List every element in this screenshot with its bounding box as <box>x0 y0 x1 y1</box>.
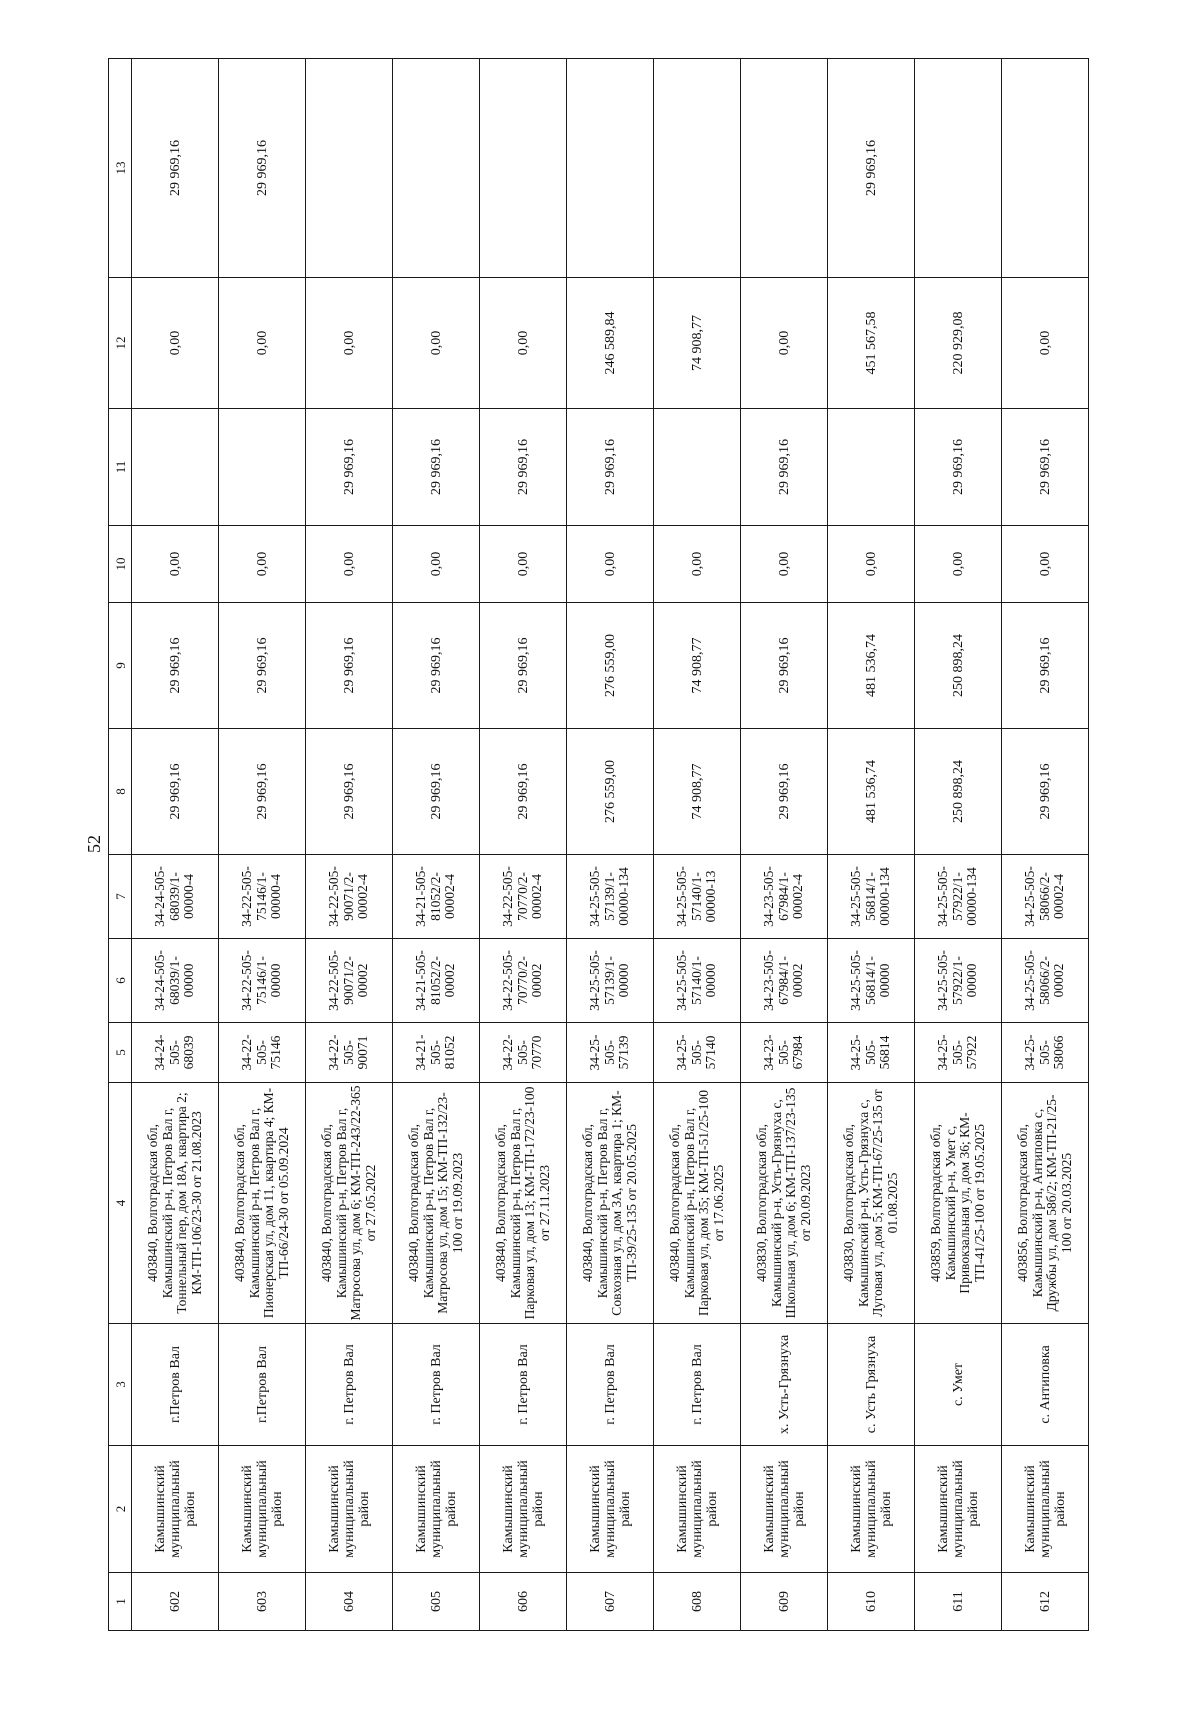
amount-col-11-cell: 29 969,16 <box>306 409 393 526</box>
settlement-cell: г. Петров Вал <box>306 1324 393 1446</box>
amount-col-11-cell <box>654 409 741 526</box>
address-and-contract-cell: 403840, Волгоградская обл, Камышинский р-н, Петров Вал г, Матросова ул, дом 15; КМ-ТП-132/23-100 от 19.09.2023 <box>393 1083 480 1324</box>
amount-col-13-cell <box>393 59 480 278</box>
cadastral-code-cell: 34-25-505-58066 <box>1002 1023 1089 1083</box>
district-cell: Камышинский муниципальный район <box>567 1446 654 1573</box>
amount-col-12-cell: 246 589,84 <box>567 278 654 409</box>
district-cell: Камышинский муниципальный район <box>132 1446 219 1573</box>
table-row <box>132 59 219 1631</box>
amount-col-8-cell: 29 969,16 <box>393 729 480 855</box>
account-code-cell: 34-24-505-68039/1-00000-4 <box>132 855 219 939</box>
row-number-cell: 603 <box>219 1573 306 1631</box>
amount-col-12-cell: 0,00 <box>393 278 480 409</box>
row-number-cell: 604 <box>306 1573 393 1631</box>
row-number-cell: 609 <box>741 1573 828 1631</box>
cadastral-code-cell: 34-25-505-56814 <box>828 1023 915 1083</box>
cadastral-code-cell: 34-25-505-57140 <box>654 1023 741 1083</box>
amount-col-13-cell <box>741 59 828 278</box>
table-row <box>1002 59 1089 1631</box>
district-cell: Камышинский муниципальный район <box>1002 1446 1089 1573</box>
amount-col-8-cell: 74 908,77 <box>654 729 741 855</box>
amount-col-11-cell <box>132 409 219 526</box>
amount-col-11-cell <box>219 409 306 526</box>
cadastral-code-cell: 34-22-505-70770 <box>480 1023 567 1083</box>
address-and-contract-cell: 403859, Волгоградская обл, Камышинский р-н, Умет с, Привокзальная ул, дом 36; КМ-ТП-41/25-100 от 19.05.2025 <box>915 1083 1002 1324</box>
object-code-cell: 34-23-505-67984/1-00002 <box>741 939 828 1023</box>
address-and-contract-cell: 403840, Волгоградская обл, Камышинский р-н, Петров Вал г, Тоннельный пер, дом 18А, квартира 2; КМ-ТП-106/23-30 от 21.08.2023 <box>132 1083 219 1324</box>
column-header: 5 <box>109 1023 132 1083</box>
amount-col-9-cell: 29 969,16 <box>393 603 480 729</box>
amount-col-13-cell <box>567 59 654 278</box>
table-row <box>828 59 915 1631</box>
table-row <box>219 59 306 1631</box>
column-header: 11 <box>109 409 132 526</box>
address-and-contract-cell: 403840, Волгоградская обл, Камышинский р-н, Петров Вал г, Совхозная ул, дом 3А, квартира 1; КМ-ТП-39/25-135 от 20.05.2025 <box>567 1083 654 1324</box>
object-code-cell: 34-25-505-56814/1-00000 <box>828 939 915 1023</box>
amount-col-11-cell: 29 969,16 <box>567 409 654 526</box>
settlement-cell: г. Петров Вал <box>654 1324 741 1446</box>
amount-col-13-cell <box>306 59 393 278</box>
object-code-cell: 34-22-505-75146/1-00000 <box>219 939 306 1023</box>
table-row <box>480 59 567 1631</box>
row-number-cell: 610 <box>828 1573 915 1631</box>
amount-col-8-cell: 29 969,16 <box>480 729 567 855</box>
amount-col-10-cell: 0,00 <box>393 526 480 603</box>
amount-col-9-cell: 29 969,16 <box>306 603 393 729</box>
row-number-cell: 612 <box>1002 1573 1089 1631</box>
amount-col-13-cell: 29 969,16 <box>219 59 306 278</box>
amount-col-12-cell: 0,00 <box>306 278 393 409</box>
amount-col-11-cell: 29 969,16 <box>915 409 1002 526</box>
amount-col-9-cell: 29 969,16 <box>132 603 219 729</box>
object-code-cell: 34-25-505-57922/1-00000 <box>915 939 1002 1023</box>
column-header: 1 <box>109 1573 132 1631</box>
row-number-cell: 605 <box>393 1573 480 1631</box>
table-row <box>567 59 654 1631</box>
cadastral-code-cell: 34-25-505-57139 <box>567 1023 654 1083</box>
amount-col-12-cell: 0,00 <box>480 278 567 409</box>
table-row <box>306 59 393 1631</box>
district-cell: Камышинский муниципальный район <box>306 1446 393 1573</box>
settlement-cell: г. Петров Вал <box>480 1324 567 1446</box>
account-code-cell: 34-21-505-81052/2-00002-4 <box>393 855 480 939</box>
column-header: 2 <box>109 1446 132 1573</box>
row-number-cell: 607 <box>567 1573 654 1631</box>
district-cell: Камышинский муниципальный район <box>828 1446 915 1573</box>
account-code-cell: 34-25-505-57139/1-00000-134 <box>567 855 654 939</box>
row-number-cell: 611 <box>915 1573 1002 1631</box>
row-number-cell: 602 <box>132 1573 219 1631</box>
settlement-cell: с. Умет <box>915 1324 1002 1446</box>
row-number-cell: 606 <box>480 1573 567 1631</box>
object-code-cell: 34-22-505-70770/2-00002 <box>480 939 567 1023</box>
amount-col-9-cell: 29 969,16 <box>741 603 828 729</box>
cadastral-code-cell: 34-22-505-75146 <box>219 1023 306 1083</box>
amount-col-12-cell: 74 908,77 <box>654 278 741 409</box>
amount-col-13-cell <box>654 59 741 278</box>
amount-col-13-cell <box>480 59 567 278</box>
amount-col-12-cell: 220 929,08 <box>915 278 1002 409</box>
page-number: 52 <box>84 835 104 853</box>
amount-col-10-cell: 0,00 <box>828 526 915 603</box>
column-number-row <box>109 59 132 1631</box>
object-code-cell: 34-21-505-81052/2-00002 <box>393 939 480 1023</box>
column-header: 4 <box>109 1083 132 1324</box>
address-and-contract-cell: 403840, Волгоградская обл, Камышинский р-н, Петров Вал г, Пионерская ул, дом 11, квартира 4; КМ-ТП-66/24-30 от 05.09.2024 <box>219 1083 306 1324</box>
account-code-cell: 34-22-505-70770/2-00002-4 <box>480 855 567 939</box>
address-and-contract-cell: 403840, Волгоградская обл, Камышинский р-н, Петров Вал г, Матросова ул, дом 6; КМ-ТП-243/22-365 от 27.05.2022 <box>306 1083 393 1324</box>
amount-col-11-cell: 29 969,16 <box>741 409 828 526</box>
column-header: 7 <box>109 855 132 939</box>
amount-col-12-cell: 0,00 <box>1002 278 1089 409</box>
amount-col-10-cell: 0,00 <box>306 526 393 603</box>
settlement-cell: г.Петров Вал <box>132 1324 219 1446</box>
account-code-cell: 34-25-505-57922/1-00000-134 <box>915 855 1002 939</box>
amount-col-10-cell: 0,00 <box>654 526 741 603</box>
district-cell: Камышинский муниципальный район <box>480 1446 567 1573</box>
cadastral-code-cell: 34-24-505-68039 <box>132 1023 219 1083</box>
amount-col-8-cell: 29 969,16 <box>1002 729 1089 855</box>
settlement-cell: х. Усть-Грязнуха <box>741 1324 828 1446</box>
district-cell: Камышинский муниципальный район <box>741 1446 828 1573</box>
cadastral-code-cell: 34-22-505-90071 <box>306 1023 393 1083</box>
column-header: 9 <box>109 603 132 729</box>
amount-col-11-cell: 29 969,16 <box>1002 409 1089 526</box>
amount-col-10-cell: 0,00 <box>480 526 567 603</box>
amount-col-11-cell <box>828 409 915 526</box>
amount-col-10-cell: 0,00 <box>915 526 1002 603</box>
column-header: 10 <box>109 526 132 603</box>
account-code-cell: 34-22-505-90071/2-00002-4 <box>306 855 393 939</box>
account-code-cell: 34-25-505-58066/2-00002-4 <box>1002 855 1089 939</box>
table-row <box>393 59 480 1631</box>
amount-col-10-cell: 0,00 <box>741 526 828 603</box>
amount-col-8-cell: 29 969,16 <box>219 729 306 855</box>
amount-col-8-cell: 29 969,16 <box>132 729 219 855</box>
amount-col-11-cell: 29 969,16 <box>393 409 480 526</box>
address-and-contract-cell: 403856, Волгоградская обл, Камышинский р-н, Антиповка с, Дружбы ул, дом 58б/2; КМ-ТП-21/25-100 от 20.03.2025 <box>1002 1083 1089 1324</box>
table-row <box>654 59 741 1631</box>
address-and-contract-cell: 403830, Волгоградская обл, Камышинский р-н, Усть-Грязнуха с, Школьная ул, дом 6; КМ-ТП-137/23-135 от 20.09.2023 <box>741 1083 828 1324</box>
column-header: 8 <box>109 729 132 855</box>
amount-col-8-cell: 481 536,74 <box>828 729 915 855</box>
amount-col-9-cell: 29 969,16 <box>480 603 567 729</box>
amount-col-13-cell <box>1002 59 1089 278</box>
amount-col-12-cell: 0,00 <box>219 278 306 409</box>
amount-col-13-cell: 29 969,16 <box>828 59 915 278</box>
data-table <box>108 58 1089 1631</box>
settlement-cell: с. Усть Грязнуха <box>828 1324 915 1446</box>
settlement-cell: с. Антиповка <box>1002 1324 1089 1446</box>
amount-col-10-cell: 0,00 <box>219 526 306 603</box>
object-code-cell: 34-25-505-57139/1-00000 <box>567 939 654 1023</box>
column-header: 3 <box>109 1324 132 1446</box>
address-and-contract-cell: 403830, Волгоградская обл, Камышинский р-н, Усть-Грязнуха с, Луговая ул, дом 5; КМ-ТП-67/25-135 от 01.08.2025 <box>828 1083 915 1324</box>
account-code-cell: 34-22-505-75146/1-00000-4 <box>219 855 306 939</box>
amount-col-9-cell: 276 559,00 <box>567 603 654 729</box>
amount-col-13-cell <box>915 59 1002 278</box>
table-row <box>915 59 1002 1631</box>
district-cell: Камышинский муниципальный район <box>915 1446 1002 1573</box>
row-number-cell: 608 <box>654 1573 741 1631</box>
amount-col-11-cell: 29 969,16 <box>480 409 567 526</box>
table-row <box>741 59 828 1631</box>
settlement-cell: г.Петров Вал <box>219 1324 306 1446</box>
amount-col-12-cell: 451 567,58 <box>828 278 915 409</box>
amount-col-9-cell: 74 908,77 <box>654 603 741 729</box>
amount-col-8-cell: 276 559,00 <box>567 729 654 855</box>
district-cell: Камышинский муниципальный район <box>393 1446 480 1573</box>
amount-col-8-cell: 29 969,16 <box>306 729 393 855</box>
cadastral-code-cell: 34-23-505-67984 <box>741 1023 828 1083</box>
amount-col-12-cell: 0,00 <box>132 278 219 409</box>
amount-col-10-cell: 0,00 <box>1002 526 1089 603</box>
amount-col-8-cell: 29 969,16 <box>741 729 828 855</box>
column-header: 6 <box>109 939 132 1023</box>
amount-col-8-cell: 250 898,24 <box>915 729 1002 855</box>
account-code-cell: 34-25-505-56814/1-00000-134 <box>828 855 915 939</box>
object-code-cell: 34-24-505-68039/1-00000 <box>132 939 219 1023</box>
settlement-cell: г. Петров Вал <box>567 1324 654 1446</box>
amount-col-9-cell: 29 969,16 <box>219 603 306 729</box>
amount-col-9-cell: 29 969,16 <box>1002 603 1089 729</box>
object-code-cell: 34-25-505-57140/1-00000 <box>654 939 741 1023</box>
cadastral-code-cell: 34-25-505-57922 <box>915 1023 1002 1083</box>
settlement-cell: г. Петров Вал <box>393 1324 480 1446</box>
account-code-cell: 34-25-505-57140/1-00000-13 <box>654 855 741 939</box>
amount-col-9-cell: 481 536,74 <box>828 603 915 729</box>
column-header: 12 <box>109 278 132 409</box>
district-cell: Камышинский муниципальный район <box>219 1446 306 1573</box>
amount-col-13-cell: 29 969,16 <box>132 59 219 278</box>
amount-col-10-cell: 0,00 <box>567 526 654 603</box>
address-and-contract-cell: 403840, Волгоградская обл, Камышинский р-н, Петров Вал г, Парковая ул, дом 13; КМ-ТП-172/23-100 от 27.11.2023 <box>480 1083 567 1324</box>
district-cell: Камышинский муниципальный район <box>654 1446 741 1573</box>
address-and-contract-cell: 403840, Волгоградская обл, Камышинский р-н, Петров Вал г, Парковая ул, дом 35; КМ-ТП-51/25-100 от 17.06.2025 <box>654 1083 741 1324</box>
object-code-cell: 34-25-505-58066/2-00002 <box>1002 939 1089 1023</box>
column-header: 13 <box>109 59 132 278</box>
amount-col-9-cell: 250 898,24 <box>915 603 1002 729</box>
account-code-cell: 34-23-505-67984/1-00002-4 <box>741 855 828 939</box>
data-table-sheet <box>108 59 1102 1631</box>
object-code-cell: 34-22-505-90071/2-00002 <box>306 939 393 1023</box>
cadastral-code-cell: 34-21-505-81052 <box>393 1023 480 1083</box>
amount-col-10-cell: 0,00 <box>132 526 219 603</box>
amount-col-12-cell: 0,00 <box>741 278 828 409</box>
